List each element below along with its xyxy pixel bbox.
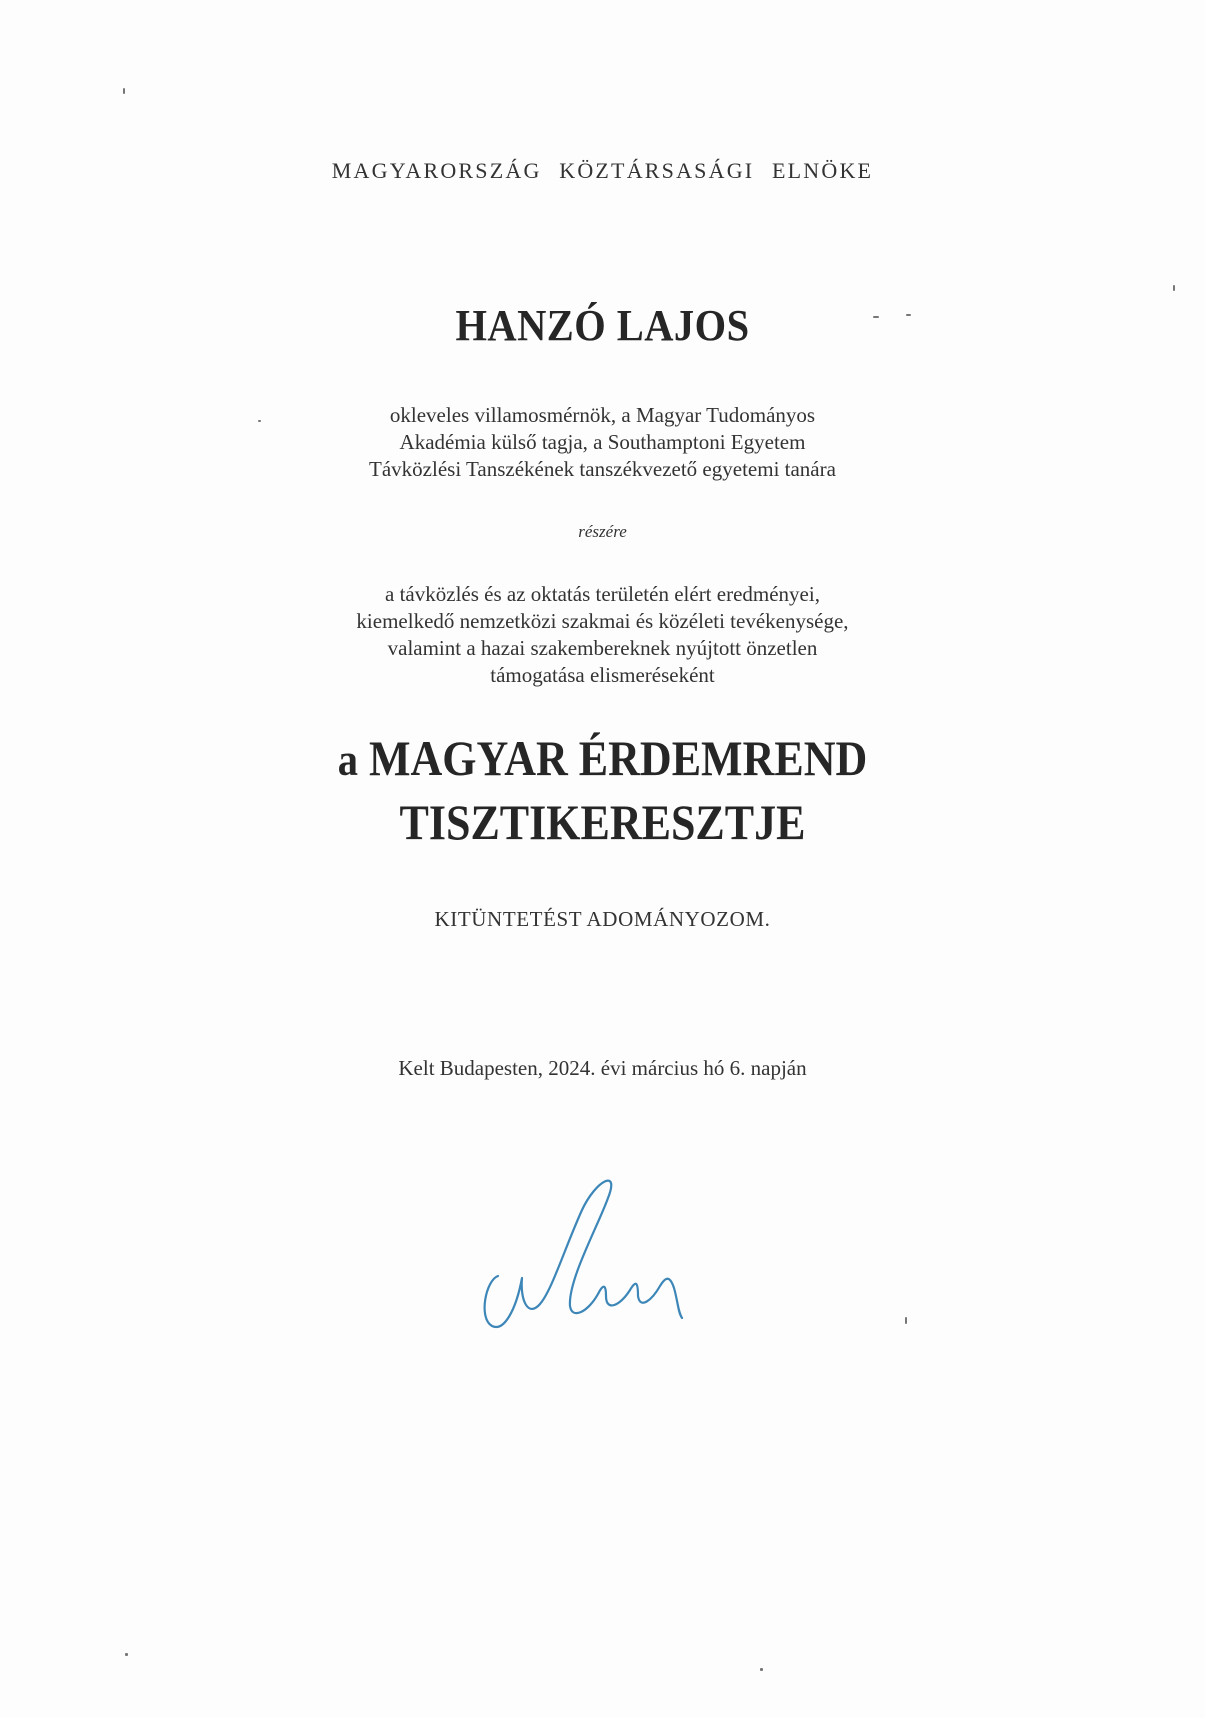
conferral-statement: KITÜNTETÉST ADOMÁNYOZOM. (434, 907, 771, 931)
award-title-line-1 (72, 727, 1132, 791)
for-word: részére (578, 522, 627, 541)
award-article: a (337, 734, 358, 785)
scan-speck (258, 420, 261, 422)
award-title (72, 727, 1132, 853)
description-line: Akadémia külső tagja, a Southamptoni Egyetem (399, 430, 806, 454)
award-name-part-1: MAGYAR ÉRDEMREND (368, 730, 868, 786)
scan-speck (760, 1668, 763, 1671)
reason-line: a távközlés és az oktatás területén elért eredményei, (385, 582, 820, 606)
award-reason (0, 581, 1205, 689)
description-line: okleveles villamosmérnök, a Magyar Tudományos (389, 403, 816, 427)
recipient-name: HANZÓ LAJOS (455, 301, 750, 350)
issuer-heading: MAGYARORSZÁG KÖZTÁRSASÁGI ELNÖKE (331, 158, 874, 183)
scan-speck (1173, 285, 1175, 291)
scan-speck (906, 314, 911, 316)
scan-speck (125, 1653, 128, 1656)
description-line: Távközlési Tanszékének tanszékvezető egyetemi tanára (369, 457, 836, 481)
scan-speck (905, 1317, 907, 1324)
recipient-description (0, 402, 1205, 483)
reason-line: támogatása elismeréseként (490, 663, 715, 687)
date-line: Kelt Budapesten, 2024. évi március hó 6. napján (398, 1056, 807, 1080)
scan-speck (873, 316, 879, 318)
signature (470, 1150, 740, 1330)
reason-line: valamint a hazai szakembereknek nyújtott önzetlen (387, 636, 818, 660)
reason-line: kiemelkedő nemzetközi szakmai és közéleti tevékenysége, (356, 609, 849, 633)
award-title-line-2: TISZTIKERESZTJE (399, 794, 806, 850)
scan-speck (123, 88, 125, 94)
